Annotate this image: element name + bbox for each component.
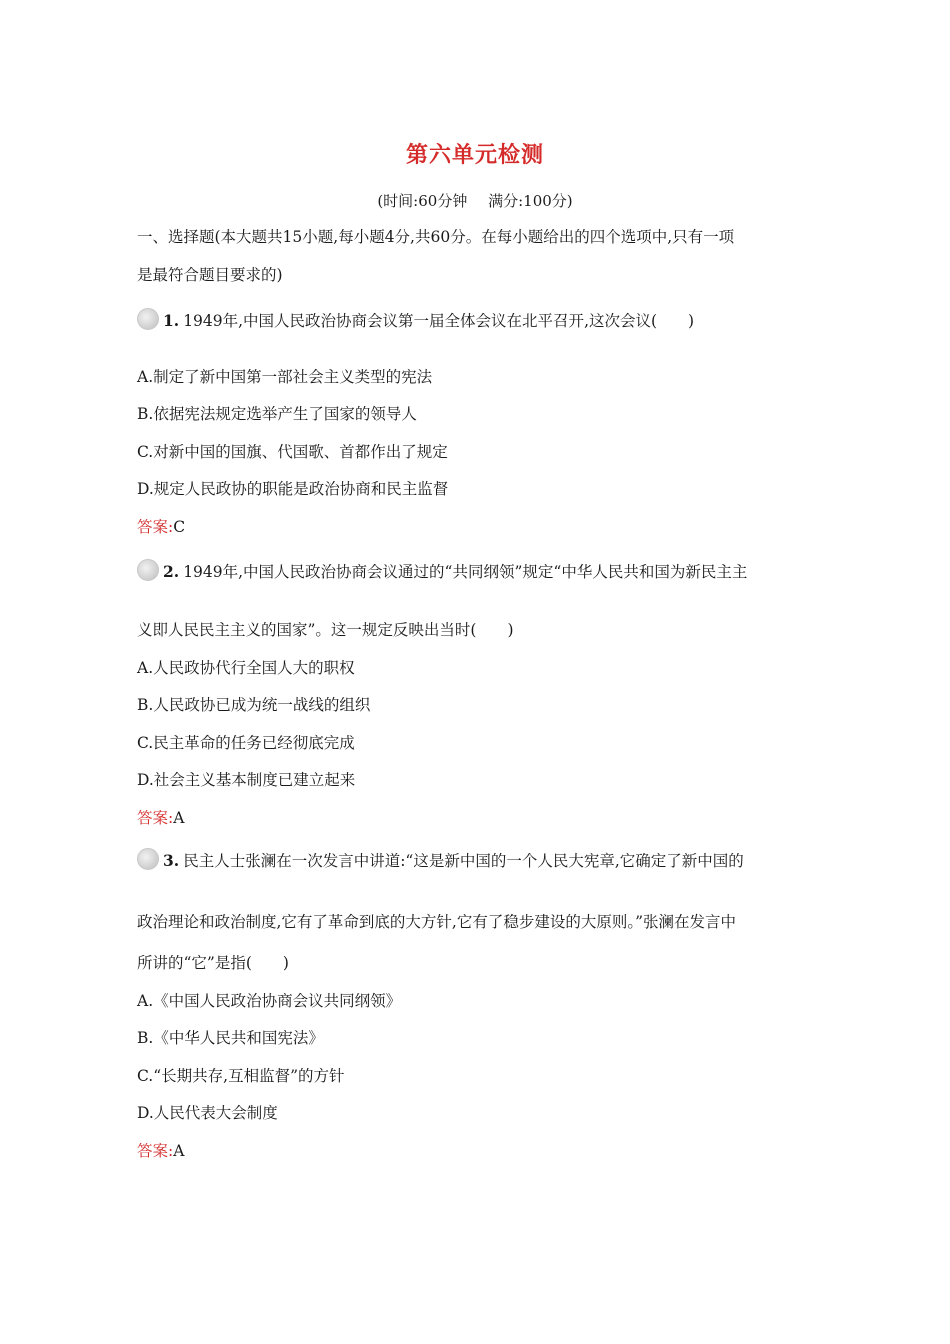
question-3-stem-line-2: 政治理论和政治制度,它有了革命到底的大方针,它有了稳步建设的大原则。”张澜在发言中 — [137, 913, 737, 931]
question-1-option-a: A.制定了新中国第一部社会主义类型的宪法 — [137, 368, 433, 386]
question-marker-icon — [137, 559, 159, 581]
question-marker-icon — [137, 308, 159, 330]
answer-value: C — [173, 518, 186, 536]
question-3-answer — [137, 1140, 184, 1162]
question-2-option-c: C.民主革命的任务已经彻底完成 — [137, 734, 355, 752]
answer-label: 答案: — [137, 518, 174, 536]
exam-meta — [0, 190, 950, 211]
exam-score: 满分:100分) — [488, 192, 573, 210]
answer-label: 答案: — [137, 1142, 174, 1160]
question-3-option-d: D.人民代表大会制度 — [137, 1104, 278, 1122]
question-1-stem-text: 1949年,中国人民政治协商会议第一届全体会议在北平召开,这次会议( ) — [183, 312, 695, 330]
question-3-number: 3. — [163, 851, 180, 870]
section-heading-line-1: 一、选择题(本大题共15小题,每小题4分,共60分。在每小题给出的四个选项中,只有一项 — [137, 228, 735, 246]
question-3-option-b: B.《中华人民共和国宪法》 — [137, 1029, 324, 1047]
question-3-stem-line-3: 所讲的“它”是指( ) — [137, 954, 289, 972]
question-2-option-a: A.人民政协代行全国人大的职权 — [137, 659, 355, 677]
question-2-stem-text: 1949年,中国人民政治协商会议通过的“共同纲领”规定“中华人民共和国为新民主主 — [183, 563, 748, 581]
answer-value: A — [173, 1142, 185, 1160]
question-3-option-c: C.“长期共存,互相监督”的方针 — [137, 1067, 345, 1085]
question-1-number: 1. — [163, 311, 180, 330]
question-1-option-d: D.规定人民政协的职能是政治协商和民主监督 — [137, 480, 449, 498]
question-1-option-b: B.依据宪法规定选举产生了国家的领导人 — [137, 405, 417, 423]
question-1-option-c: C.对新中国的国旗、代国歌、首都作出了规定 — [137, 443, 448, 461]
question-3-option-a: A.《中国人民政治协商会议共同纲领》 — [137, 992, 402, 1010]
question-2-answer — [137, 807, 184, 829]
question-1-stem-line-1 — [137, 310, 694, 332]
answer-label: 答案: — [137, 809, 174, 827]
exam-time: (时间:60分钟 — [377, 192, 468, 210]
question-2-stem-line-2: 义即人民民主主义的国家”。这一规定反映出当时( ) — [137, 621, 514, 639]
question-3-stem-text: 民主人士张澜在一次发言中讲道:“这是新中国的一个人民大宪章,它确定了新中国的 — [183, 852, 744, 870]
question-3-stem-line-1 — [137, 850, 744, 872]
section-heading-line-2: 是最符合题目要求的) — [137, 266, 283, 284]
question-1-answer — [137, 516, 185, 538]
question-2-number: 2. — [163, 562, 180, 581]
question-2-option-b: B.人民政协已成为统一战线的组织 — [137, 696, 371, 714]
question-marker-icon — [137, 848, 159, 870]
answer-value: A — [173, 809, 185, 827]
question-2-option-d: D.社会主义基本制度已建立起来 — [137, 771, 356, 789]
question-2-stem-line-1 — [137, 561, 747, 583]
page-title: 第六单元检测 — [405, 142, 544, 168]
